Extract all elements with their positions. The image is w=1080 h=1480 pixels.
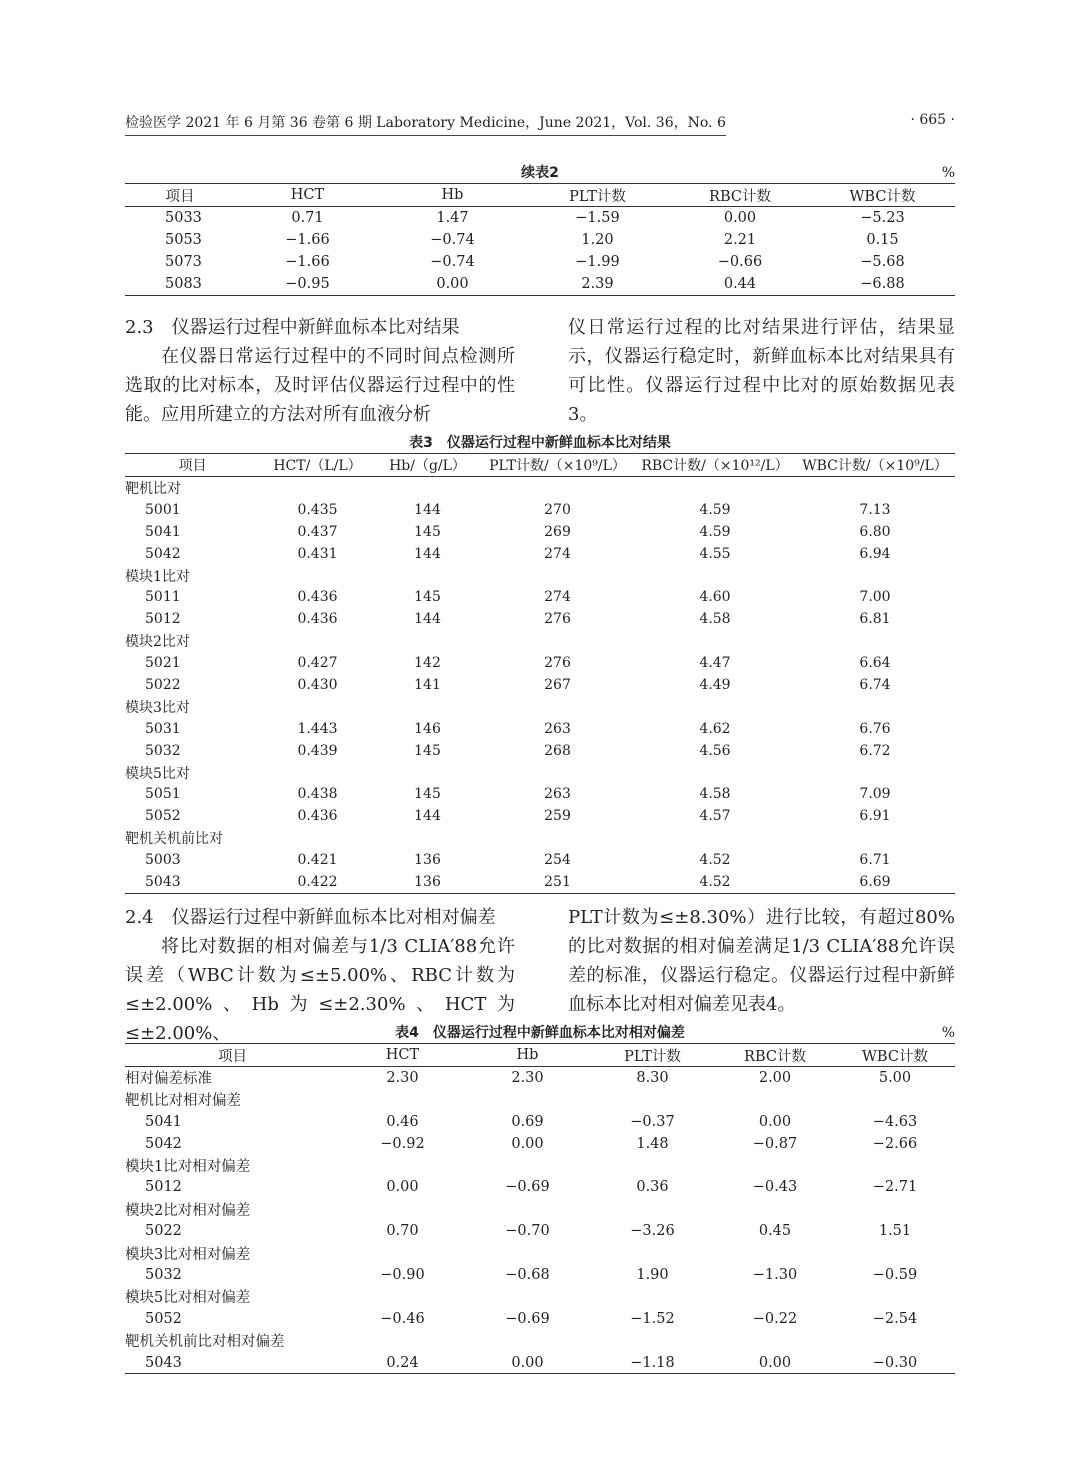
- group-row: [125, 1330, 955, 1352]
- column-header: HCT: [290, 187, 325, 203]
- table-cell: −2.71: [872, 1179, 918, 1196]
- table-cell: −1.66: [285, 253, 330, 270]
- table-row: [125, 718, 955, 740]
- table-cell: 2.30: [511, 1069, 544, 1086]
- row-label: 5083: [165, 275, 202, 292]
- table-3-caption: [125, 433, 955, 453]
- table-cell: 1.47: [436, 209, 469, 226]
- table-row: [125, 521, 955, 543]
- table-cell: 269: [544, 523, 571, 540]
- table-2-caption: [125, 163, 955, 183]
- table-cell: 0.00: [511, 1135, 544, 1152]
- group-row: [125, 630, 955, 652]
- table-cell: 274: [544, 545, 571, 562]
- table-cell: 276: [544, 611, 571, 628]
- table-3-block: [125, 433, 955, 894]
- table-cell: 0.437: [297, 523, 338, 540]
- table-cell: 0.00: [436, 275, 469, 292]
- table-cell: 141: [414, 676, 441, 693]
- row-label: 5052: [145, 1310, 182, 1327]
- table-2: [125, 183, 955, 296]
- table-cell: −0.90: [380, 1266, 425, 1283]
- table-cell: 0.45: [758, 1223, 792, 1240]
- table-cell: −5.23: [860, 209, 905, 226]
- table-cell: −6.88: [860, 275, 905, 292]
- table-cell: −3.26: [630, 1223, 675, 1240]
- section-2-3-right: [568, 313, 955, 429]
- table-cell: −0.68: [505, 1266, 550, 1283]
- table-4-block: [125, 1023, 955, 1374]
- table-cell: −0.66: [717, 253, 763, 270]
- table-2-unit: %: [941, 165, 955, 181]
- group-row: [125, 1242, 955, 1264]
- group-row: [125, 762, 955, 784]
- table-header-row: [125, 454, 955, 477]
- row-label: 5003: [145, 852, 181, 869]
- table-cell: 0.70: [386, 1223, 419, 1240]
- table-row: [125, 1264, 955, 1286]
- table-cell: 0.427: [297, 655, 338, 672]
- group-label: 模块1比对: [125, 568, 190, 585]
- column-header: Hb/（g/L）: [389, 458, 466, 474]
- table-cell: 0.24: [386, 1354, 419, 1371]
- table-cell: 5.00: [878, 1069, 912, 1086]
- table-cell: 259: [544, 808, 571, 825]
- row-label: 5001: [145, 501, 181, 518]
- table-cell: −5.68: [860, 253, 905, 270]
- table-cell: −0.70: [505, 1223, 550, 1240]
- journal-citation: 检验医学 2021 年 6 月第 36 卷第 6 期 Laboratory Medicine，June 2021，Vol. 36，No. 6: [125, 112, 726, 136]
- row-label: 5073: [165, 253, 202, 270]
- table-cell: 145: [414, 786, 441, 803]
- table-cell: 144: [414, 501, 441, 518]
- table-cell: −1.30: [752, 1266, 798, 1283]
- table-cell: 1.443: [297, 720, 338, 737]
- column-header: WBC计数: [849, 188, 916, 205]
- table-row: [125, 740, 955, 762]
- table-cell: 0.15: [866, 231, 899, 248]
- column-header: HCT: [385, 1047, 420, 1063]
- table-2-continued: [125, 163, 955, 296]
- table-cell: 4.47: [699, 655, 731, 672]
- table-cell: 6.72: [859, 742, 891, 759]
- group-label: 靶机关机前比对相对偏差: [125, 1334, 285, 1351]
- table-cell: 0.69: [511, 1113, 544, 1130]
- table-cell: −0.43: [752, 1179, 798, 1196]
- table-cell: 0.00: [758, 1113, 792, 1130]
- group-row: [125, 1286, 955, 1308]
- table-cell: 6.74: [859, 676, 891, 693]
- table-row: [125, 1220, 955, 1242]
- table-cell: −0.22: [752, 1310, 798, 1327]
- table-cell: −0.69: [505, 1310, 550, 1327]
- group-label: 模块5比对: [125, 765, 190, 782]
- table-cell: −0.69: [505, 1179, 550, 1196]
- table-row: [125, 1176, 955, 1198]
- table-cell: −0.87: [752, 1135, 798, 1152]
- table-cell: 251: [544, 873, 571, 890]
- group-row: [125, 696, 955, 718]
- group-label: 模块3比对相对偏差: [125, 1246, 251, 1263]
- table-row: [125, 1111, 955, 1133]
- table-cell: 0.00: [758, 1354, 792, 1371]
- table-cell: 4.60: [699, 589, 731, 606]
- table-cell: −1.99: [575, 253, 620, 270]
- table-cell: −0.59: [872, 1266, 918, 1283]
- table-cell: −0.37: [630, 1113, 675, 1130]
- column-header: 项目: [178, 458, 207, 474]
- table-cell: 6.91: [859, 808, 891, 825]
- column-header: RBC计数: [744, 1048, 806, 1065]
- table-cell: 145: [414, 523, 441, 540]
- row-label: 5021: [145, 655, 181, 672]
- section-2-4-heading: 2.4 仪器运行过程中新鲜血标本比对相对偏差: [125, 907, 496, 928]
- table-cell: 276: [544, 655, 571, 672]
- table-cell: 0.46: [386, 1113, 419, 1130]
- table-row: [125, 207, 955, 229]
- column-header: Hb: [516, 1047, 539, 1063]
- table-row: [125, 273, 955, 295]
- group-label: 模块2比对相对偏差: [125, 1202, 251, 1219]
- group-label: 靶机比对: [125, 480, 181, 497]
- row-label: 5032: [145, 742, 181, 759]
- table-cell: 4.59: [699, 523, 731, 540]
- row-label: 5041: [145, 523, 181, 540]
- row-label: 5052: [145, 808, 181, 825]
- table-cell: 0.435: [297, 501, 338, 518]
- column-header: Hb: [441, 187, 464, 203]
- group-label: 模块1比对相对偏差: [125, 1159, 251, 1175]
- table-header-row: [125, 1044, 955, 1067]
- table-cell: 4.62: [699, 720, 731, 737]
- group-label: 靶机关机前比对: [125, 831, 223, 848]
- table-cell: 142: [414, 655, 441, 672]
- table-cell: 0.44: [723, 275, 757, 292]
- table-cell: 4.49: [699, 676, 731, 693]
- table-cell: 6.80: [859, 523, 891, 540]
- table-4-unit: %: [941, 1025, 955, 1041]
- row-label: 5051: [145, 786, 181, 803]
- table-3: [125, 453, 955, 894]
- row-label: 5031: [145, 720, 181, 737]
- table-cell: 2.00: [758, 1069, 792, 1086]
- column-header: RBC计数: [709, 188, 771, 205]
- group-row: [125, 1089, 955, 1111]
- table-cell: 4.52: [699, 873, 731, 890]
- table-cell: 263: [544, 720, 571, 737]
- group-row: [125, 1198, 955, 1220]
- row-label: 5042: [145, 545, 181, 562]
- table-row: [125, 251, 955, 273]
- table-cell: 7.00: [859, 589, 891, 606]
- table-row: [125, 805, 955, 827]
- table-cell: 254: [544, 852, 571, 869]
- table-cell: 1.20: [581, 231, 614, 248]
- table-cell: 0.436: [297, 611, 338, 628]
- table-2-title: 续表2: [521, 165, 559, 181]
- table-cell: 144: [414, 611, 441, 628]
- table-cell: 4.58: [699, 786, 731, 803]
- table-cell: −4.63: [872, 1113, 918, 1130]
- table-cell: 146: [414, 720, 441, 737]
- column-header: 项目: [165, 188, 195, 205]
- table-cell: 4.55: [699, 545, 731, 562]
- table-row: [125, 652, 955, 674]
- section-2-3-body-right: 仪日常运行过程的比对结果进行评估，结果显示，仪器运行稳定时，新鲜血标本比对结果具有可比性。仪器运行过程中比对的原始数据见表3。: [568, 317, 955, 425]
- table-cell: 268: [544, 742, 571, 759]
- table-cell: 7.09: [859, 786, 891, 803]
- group-row: [125, 477, 955, 499]
- table-row: [125, 1352, 955, 1374]
- table-row: [125, 871, 955, 893]
- table-row: [125, 586, 955, 608]
- table-cell: 267: [544, 676, 571, 693]
- table-cell: 0.431: [297, 545, 338, 562]
- group-row: [125, 1155, 955, 1177]
- row-label: 5043: [145, 1354, 182, 1371]
- table-cell: 0.430: [297, 676, 338, 693]
- group-label: 模块5比对相对偏差: [125, 1290, 251, 1307]
- table-4-caption: [125, 1023, 955, 1043]
- section-2-4-body-left: 将比对数据的相对偏差与1/3 CLIA′88允许误差（WBC计数为≤±5.00%、RBC计数为≤±2.00%、Hb为≤±2.30%、HCT为≤±2.00%、: [125, 936, 515, 1044]
- column-header: PLT计数/（×10⁹/L）: [489, 458, 626, 474]
- table-cell: −0.92: [380, 1135, 425, 1152]
- table-cell: 0.439: [297, 742, 338, 759]
- table-cell: 136: [414, 873, 441, 890]
- table-row: [125, 229, 955, 251]
- table-cell: 2.30: [386, 1069, 419, 1086]
- table-cell: 8.30: [636, 1069, 669, 1086]
- table-cell: 136: [414, 852, 441, 869]
- table-cell: 2.21: [723, 231, 757, 248]
- table-cell: −2.66: [872, 1135, 918, 1152]
- table-4-title: 表4 仪器运行过程中新鲜血标本比对相对偏差: [395, 1025, 685, 1041]
- table-cell: −1.59: [575, 209, 620, 226]
- table-row: [125, 499, 955, 521]
- table-cell: 6.64: [859, 655, 891, 672]
- row-label: 5053: [165, 231, 202, 248]
- table-row: [125, 608, 955, 630]
- group-label: 模块3比对: [125, 699, 190, 716]
- table-cell: 0.00: [723, 209, 757, 226]
- table-cell: 0.00: [511, 1354, 544, 1371]
- section-2-4-right: [568, 903, 955, 1019]
- row-label: 5012: [145, 611, 181, 628]
- column-header: WBC计数/（×10⁹/L）: [802, 458, 948, 474]
- column-header: PLT计数: [569, 188, 626, 205]
- row-label: 5012: [145, 1179, 182, 1196]
- table-3-title: 表3 仪器运行过程中新鲜血标本比对结果: [409, 435, 671, 451]
- table-cell: 0.422: [297, 873, 338, 890]
- table-row: [125, 849, 955, 871]
- row-label: 5043: [145, 873, 181, 890]
- column-header: RBC计数/（×10¹²/L）: [641, 458, 789, 474]
- table-header-row: [125, 184, 955, 207]
- section-2-4-body-right: PLT计数为≤±8.30%）进行比较，有超过80%的比对数据的相对偏差满足1/3 CLIA′88允许误差的标准，仪器运行稳定。仪器运行过程中新鲜血标本比对相对偏差见表4。: [568, 907, 955, 1015]
- table-cell: 6.69: [859, 873, 891, 890]
- row-label: 5022: [145, 676, 181, 693]
- table-cell: 4.59: [699, 501, 731, 518]
- row-label: 5032: [145, 1266, 182, 1283]
- table-cell: 4.52: [699, 852, 731, 869]
- table-cell: −1.52: [630, 1310, 675, 1327]
- table-cell: 145: [414, 742, 441, 759]
- table-cell: 1.48: [636, 1135, 669, 1152]
- table-cell: 6.81: [859, 611, 891, 628]
- table-cell: 6.71: [859, 852, 891, 869]
- table-cell: 0.00: [386, 1179, 419, 1196]
- table-cell: 270: [544, 501, 571, 518]
- table-cell: 145: [414, 589, 441, 606]
- table-cell: 4.56: [699, 742, 731, 759]
- table-row: [125, 674, 955, 696]
- table-cell: 144: [414, 808, 441, 825]
- group-row: [125, 565, 955, 587]
- table-cell: 0.436: [297, 808, 338, 825]
- table-row: [125, 1133, 955, 1155]
- table-cell: 1.51: [878, 1223, 912, 1240]
- column-header: 项目: [218, 1048, 247, 1065]
- section-2-3-body-left: 在仪器日常运行过程中的不同时间点检测所选取的比对标本，及时评估仪器运行过程中的性能。应用所建立的方法对所有血液分析: [125, 346, 515, 425]
- table-row: [125, 543, 955, 565]
- table-cell: 0.436: [297, 589, 338, 606]
- group-row: [125, 827, 955, 849]
- table-cell: 4.57: [699, 808, 731, 825]
- group-label: 模块2比对: [125, 634, 190, 651]
- table-cell: −0.46: [380, 1310, 425, 1327]
- table-cell: 4.58: [699, 611, 731, 628]
- table-cell: 0.71: [291, 209, 324, 226]
- table-cell: 6.94: [859, 545, 891, 562]
- table-cell: −0.74: [430, 231, 475, 248]
- table-cell: 2.39: [581, 275, 614, 292]
- table-cell: 274: [544, 589, 571, 606]
- table-cell: −2.54: [872, 1310, 918, 1327]
- table-cell: 263: [544, 786, 571, 803]
- row-label: 5033: [165, 209, 202, 226]
- row-label: 5042: [145, 1135, 182, 1152]
- table-cell: −0.30: [872, 1354, 918, 1371]
- standard-row: [125, 1067, 955, 1089]
- table-cell: −0.95: [285, 275, 330, 292]
- group-label: 靶机比对相对偏差: [125, 1093, 241, 1110]
- table-cell: −0.74: [430, 253, 475, 270]
- table-cell: −1.18: [630, 1354, 675, 1371]
- row-label: 5022: [145, 1223, 182, 1240]
- table-row: [125, 783, 955, 805]
- page-number: · 665 ·: [910, 112, 955, 128]
- table-cell: 0.438: [297, 786, 338, 803]
- table-cell: 144: [414, 545, 441, 562]
- column-header: HCT/（L/L）: [273, 458, 362, 474]
- row-label: 5011: [145, 589, 181, 606]
- section-2-3-heading: 2.3 仪器运行过程中新鲜血标本比对结果: [125, 317, 460, 338]
- column-header: WBC计数: [862, 1048, 928, 1065]
- table-cell: −1.66: [285, 231, 330, 248]
- row-label: 5041: [145, 1113, 182, 1130]
- table-cell: 7.13: [859, 501, 891, 518]
- table-row: [125, 1308, 955, 1330]
- table-cell: 0.421: [297, 852, 338, 869]
- section-2-3-left: [125, 313, 515, 429]
- row-label: 相对偏差标准: [125, 1071, 212, 1088]
- table-cell: 1.90: [636, 1266, 669, 1283]
- column-header: PLT计数: [624, 1048, 681, 1065]
- table-cell: 6.76: [859, 720, 891, 737]
- table-4: [125, 1043, 955, 1374]
- table-cell: 0.36: [636, 1179, 669, 1196]
